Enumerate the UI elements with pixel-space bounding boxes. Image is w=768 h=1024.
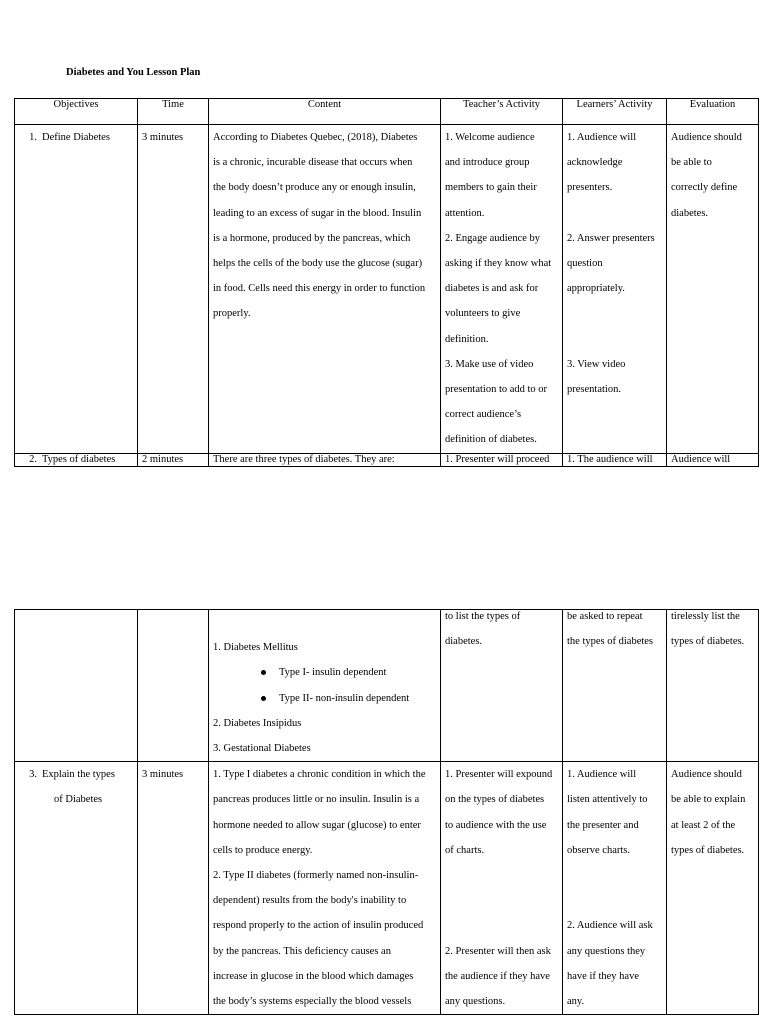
teacher-line: asking if they know what xyxy=(445,258,552,270)
learners-line: question xyxy=(567,258,603,269)
evaluation-line: types of diabetes. xyxy=(671,636,745,648)
content-line: leading to an excess of sugar in the blood. Insulin xyxy=(213,207,422,219)
evaluation-cell: Audience will xyxy=(667,453,759,466)
evaluation-line: Audience should xyxy=(671,132,742,143)
content-line: cells to produce energy. xyxy=(213,844,313,856)
learners-line: acknowledge xyxy=(567,157,623,169)
content-line: 3. Gestational Diabetes xyxy=(213,743,311,754)
teacher-line: 2. Presenter will then ask xyxy=(445,945,551,957)
header-content: Content xyxy=(209,99,441,125)
content-line: is a chronic, incurable disease that occurs when xyxy=(213,157,413,169)
objective-number: 2. xyxy=(29,453,37,465)
content-line: According to Diabetes Quebec, (2018), Diabetes xyxy=(213,132,418,143)
learners-line: appropriately. xyxy=(567,283,625,295)
table-row xyxy=(15,610,759,762)
lesson-plan-table-page-2 xyxy=(14,609,759,1015)
teacher-line: any questions. xyxy=(445,995,506,1007)
teacher-line: 3. Make use of video xyxy=(445,358,534,370)
learners-line: be asked to repeat xyxy=(567,611,643,622)
content-line: 1. Type I diabetes a chronic condition in which the xyxy=(213,769,426,781)
teacher-line: the audience if they have xyxy=(445,970,550,982)
evaluation-line: be able to xyxy=(671,157,712,169)
content-line: properly. xyxy=(213,308,251,320)
bullet-item: Type II- non-insulin dependent xyxy=(213,686,436,711)
content-line: dependent) results from the body's inability to xyxy=(213,895,407,907)
lesson-plan-table-page-1 xyxy=(14,98,759,467)
teacher-line: diabetes is and ask for xyxy=(445,283,539,295)
content-line: the body’s systems especially the blood vessels xyxy=(213,996,412,1008)
learners-line: any questions they xyxy=(567,945,646,957)
evaluation-cell xyxy=(667,762,759,1015)
content-line: helps the cells of the body use the glucose (sugar) xyxy=(213,258,423,270)
teacher-line: definition. xyxy=(445,333,489,345)
time-cell: 3 minutes xyxy=(138,125,209,454)
teacher-line: 1. Welcome audience xyxy=(445,132,535,143)
content-line: 2. Diabetes Insipidus xyxy=(213,717,302,729)
time-cell: 3 minutes xyxy=(138,762,209,1015)
teacher-activity-cell: 1. Presenter will proceed xyxy=(441,453,563,466)
teacher-activity-cell xyxy=(441,762,563,1015)
content-cell xyxy=(209,762,441,1015)
evaluation-line: tirelessly list the xyxy=(671,611,740,622)
evaluation-line: be able to explain xyxy=(671,794,746,806)
header-time: Time xyxy=(138,99,209,125)
bullet-item: Type I- insulin dependent xyxy=(213,660,436,685)
teacher-line: of charts. xyxy=(445,844,485,856)
teacher-activity-cell xyxy=(441,610,563,762)
evaluation-line: types of diabetes. xyxy=(671,844,745,856)
content-line: the body doesn’t produce any or enough insulin, xyxy=(213,182,416,194)
objective-text: Explain the types xyxy=(42,769,115,781)
table-row xyxy=(15,453,759,466)
evaluation-cell xyxy=(667,125,759,454)
learners-activity-cell xyxy=(563,610,667,762)
learners-line: any. xyxy=(567,996,585,1007)
teacher-line: on the types of diabetes xyxy=(445,794,545,806)
document-title: Diabetes and You Lesson Plan xyxy=(66,67,201,78)
content-line: pancreas produces little or no insulin. Insulin is a xyxy=(213,794,420,806)
teacher-line: definition of diabetes. xyxy=(445,434,537,446)
content-cell xyxy=(209,610,441,762)
content-line: by the pancreas. This deficiency causes an xyxy=(213,945,391,957)
objective-cell xyxy=(15,125,138,454)
objective-number: 3. xyxy=(29,769,37,781)
evaluation-cell xyxy=(667,610,759,762)
evaluation-line: at least 2 of the xyxy=(671,819,736,831)
content-line: hormone needed to allow sugar (glucose) to enter xyxy=(213,819,421,831)
learners-line: the presenter and xyxy=(567,819,639,831)
learners-line: 1. Audience will xyxy=(567,132,637,143)
learners-line: listen attentively to xyxy=(567,794,648,806)
learners-line: the types of diabetes xyxy=(567,636,654,648)
teacher-line: diabetes. xyxy=(445,636,483,648)
learners-line: observe charts. xyxy=(567,844,630,856)
learners-activity-cell xyxy=(563,762,667,1015)
teacher-line: attention. xyxy=(445,207,485,219)
learners-activity-cell: 1. The audience will xyxy=(563,453,667,466)
teacher-line: 1. Presenter will expound xyxy=(445,769,553,781)
objective-cell xyxy=(15,453,138,466)
learners-activity-cell xyxy=(563,125,667,454)
objective-text: of Diabetes xyxy=(54,794,103,806)
objective-text: Define Diabetes xyxy=(42,132,110,143)
header-teachers-activity: Teacher’s Activity xyxy=(441,99,563,125)
evaluation-line: diabetes. xyxy=(671,207,709,219)
evaluation-line: correctly define xyxy=(671,182,738,194)
header-objectives: Objectives xyxy=(15,99,138,125)
content-line: increase in glucose in the blood which damages xyxy=(213,970,414,982)
learners-line: 3. View video xyxy=(567,358,626,370)
content-line: 1. Diabetes Mellitus xyxy=(213,642,298,654)
table-row xyxy=(15,125,759,454)
learners-line: presentation. xyxy=(567,383,621,395)
evaluation-line: Audience should xyxy=(671,769,742,781)
content-line: in food. Cells need this energy in order to function xyxy=(213,283,426,295)
objective-cell xyxy=(15,762,138,1015)
learners-line: have if they have xyxy=(567,970,640,982)
table-row xyxy=(15,762,759,1015)
content-line: respond properly to the action of insulin produced xyxy=(213,920,424,932)
teacher-line: and introduce group xyxy=(445,157,530,169)
content-line: 2. Type II diabetes (formerly named non-insulin- xyxy=(213,870,419,882)
teacher-line: to audience with the use xyxy=(445,819,547,831)
objective-cell xyxy=(15,610,138,762)
header-evaluation: Evaluation xyxy=(667,99,759,125)
learners-line: presenters. xyxy=(567,182,613,194)
teacher-line: presentation to add to or xyxy=(445,384,548,396)
header-row xyxy=(15,99,759,125)
teacher-line: volunteers to give xyxy=(445,308,521,320)
learners-line: 2. Audience will ask xyxy=(567,920,653,932)
teacher-line: members to gain their xyxy=(445,182,537,194)
teacher-line: to list the types of xyxy=(445,611,521,622)
teacher-line: correct audience’s xyxy=(445,409,522,421)
time-cell: 2 minutes xyxy=(138,453,209,466)
objective-number: 1. xyxy=(29,132,37,143)
teacher-activity-cell xyxy=(441,125,563,454)
content-cell: There are three types of diabetes. They are: xyxy=(209,453,441,466)
teacher-line: 2. Engage audience by xyxy=(445,232,541,244)
content-line: is a hormone, produced by the pancreas, which xyxy=(213,232,411,244)
objective-text: Types of diabetes xyxy=(42,453,116,465)
time-cell xyxy=(138,610,209,762)
header-learners-activity: Learners’ Activity xyxy=(563,99,667,125)
content-cell xyxy=(209,125,441,454)
learners-line: 1. Audience will xyxy=(567,769,637,781)
learners-line: 2. Answer presenters xyxy=(567,232,655,244)
